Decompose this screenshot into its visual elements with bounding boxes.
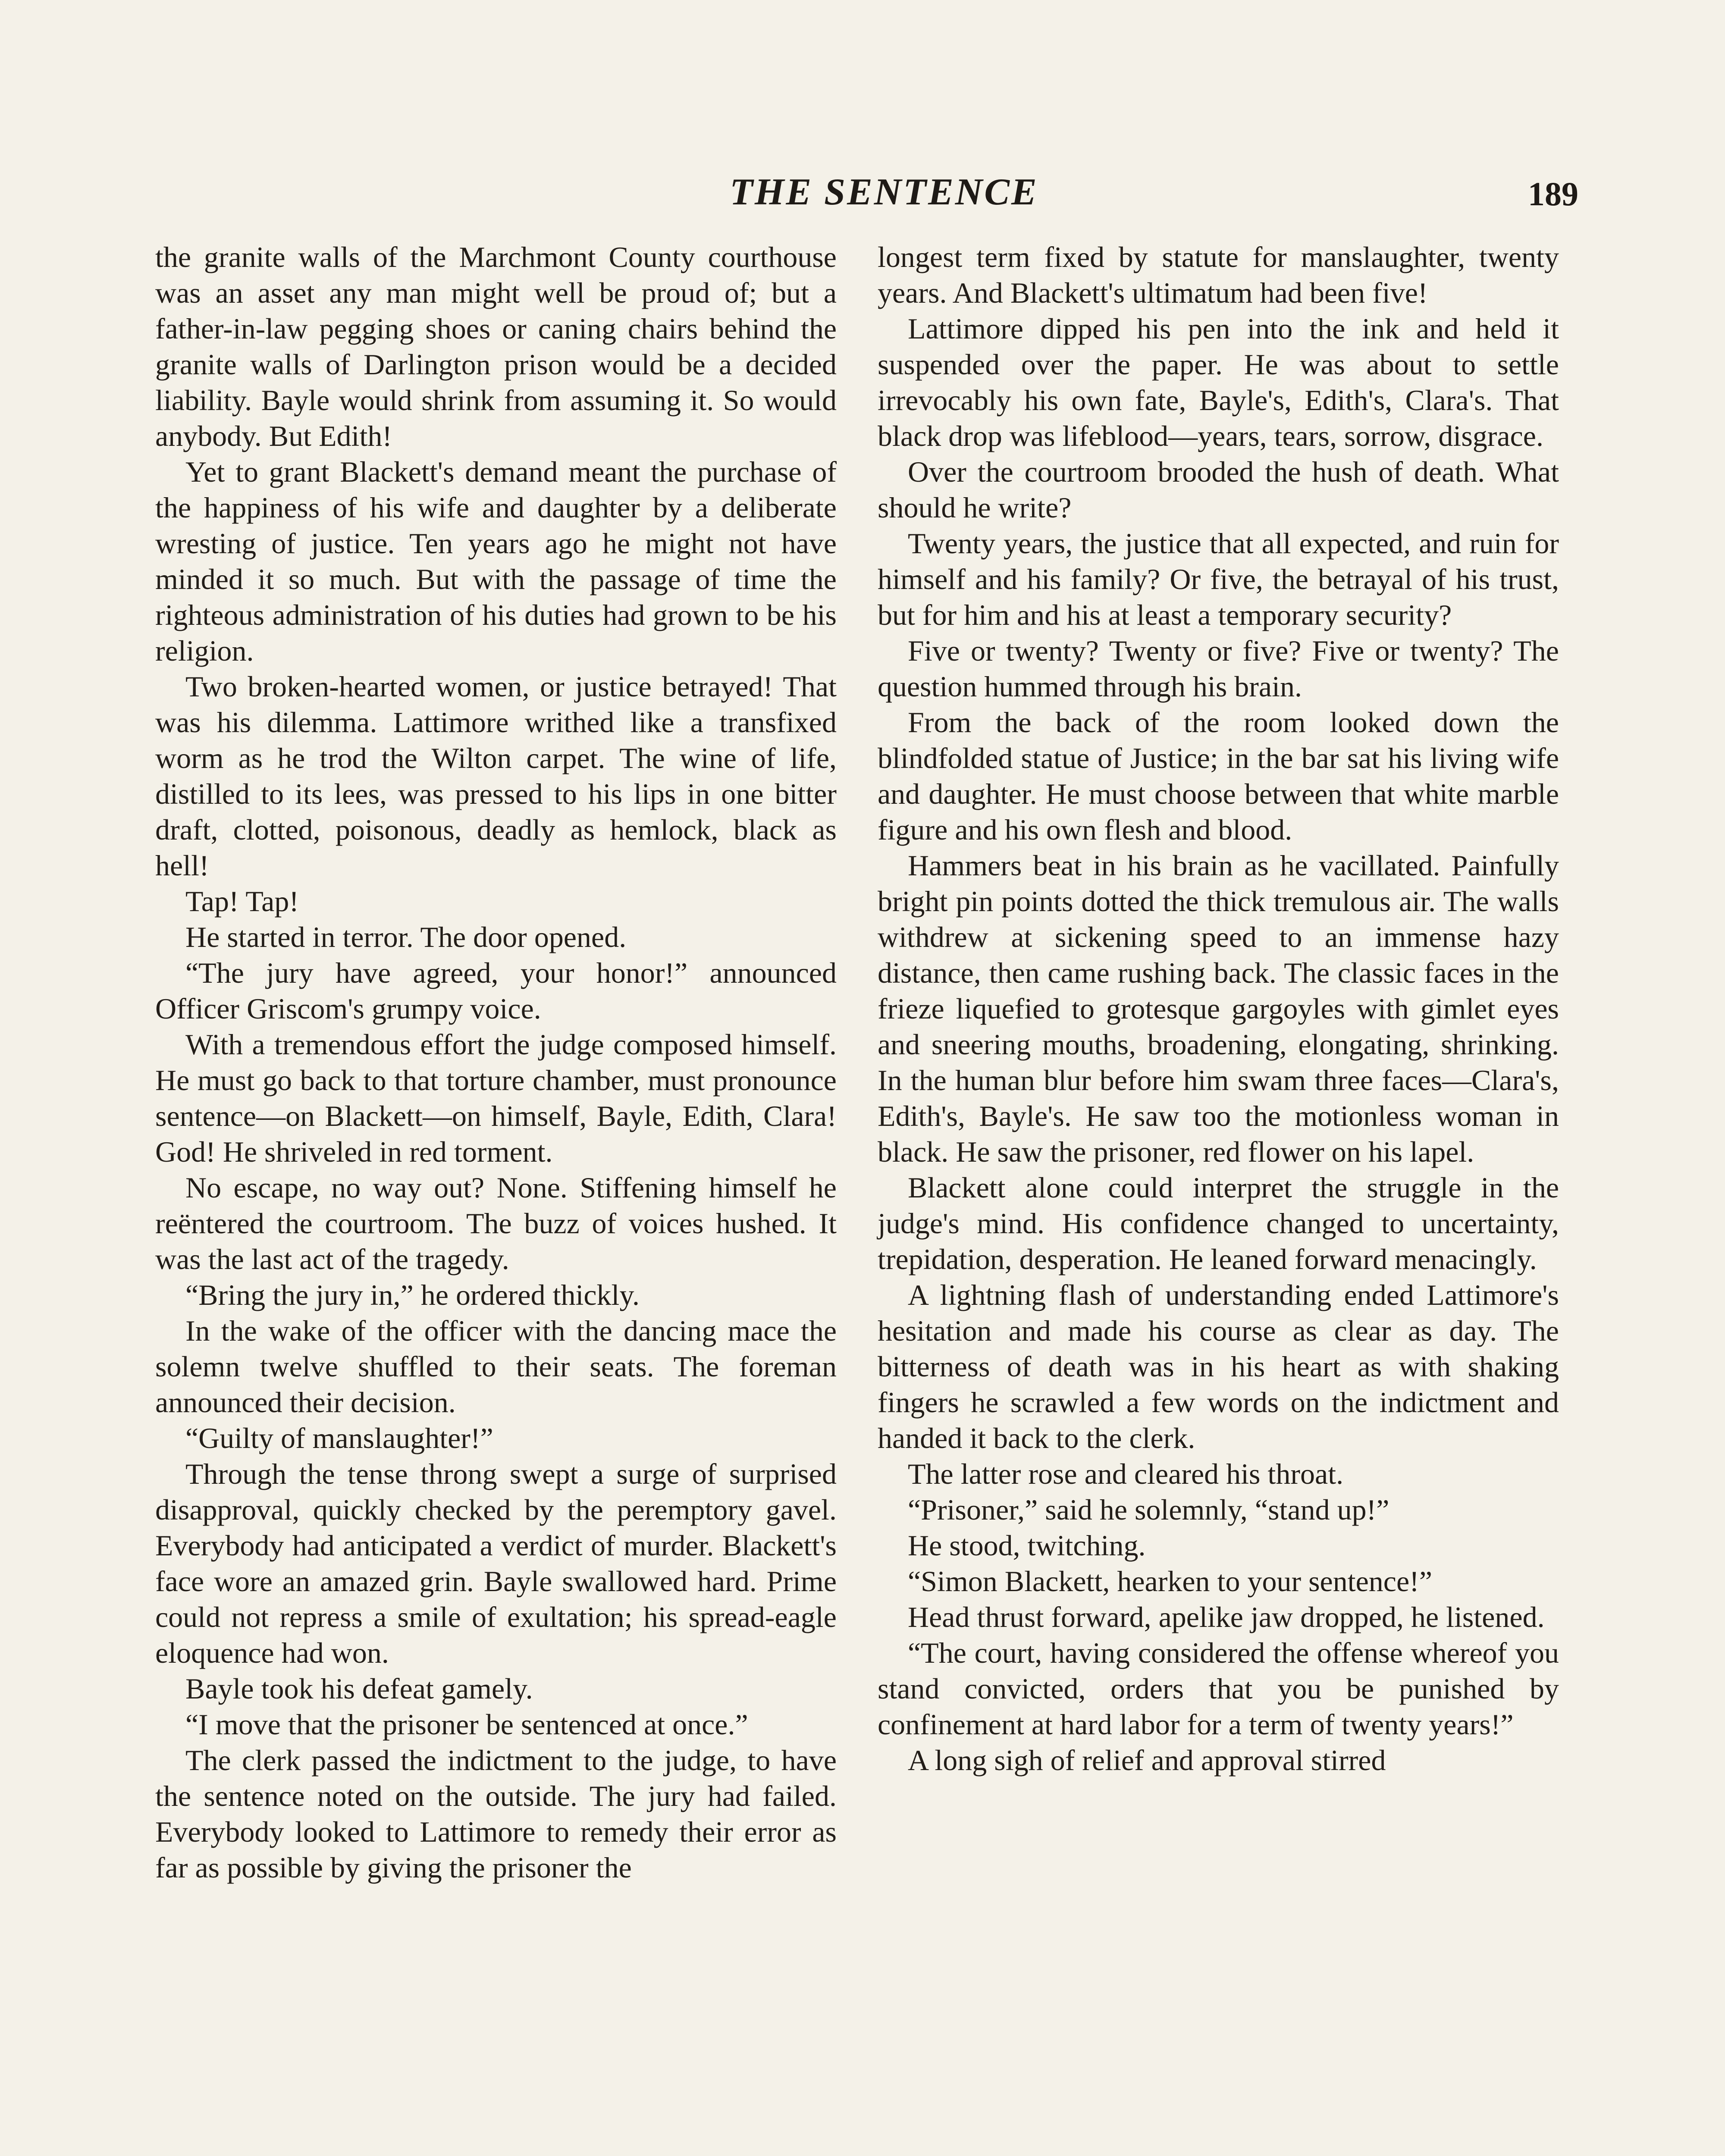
paragraph: In the wake of the officer with the dancing mace the solemn twelve shuffled to their seats. The foreman announced their decision. — [155, 1314, 837, 1419]
paragraph: Hammers beat in his brain as he vacillated. Painfully bright pin points dotted the thick tremulous air. The walls withdrew at sickening speed to an immense hazy distance, then came rushing back. The classic faces in the frieze liquefied to grotesque gargoyles with gimlet eyes and sneering mouths, broadening, elongating, shrinking. In the human blur before him swam three faces—Clara's, Edith's, Bayle's. He saw too the motionless woman in black. He saw the prisoner, red flower on his lapel. — [878, 849, 1559, 1168]
paragraph: “Prisoner,” said he solemnly, “stand up!” — [908, 1493, 1389, 1526]
paragraph: “The jury have agreed, your honor!” announced Officer Griscom's grumpy voice. — [155, 956, 837, 1025]
paragraph: “Guilty of manslaughter!” — [185, 1422, 493, 1454]
paragraph: With a tremendous effort the judge composed himself. He must go back to that torture chamber, must pronounce sentence—on Blackett—on himself, Bayle, Edith, Clara! God! He shriveled in red torment. — [155, 1028, 837, 1168]
paragraph: The latter rose and cleared his throat. — [908, 1457, 1344, 1490]
paragraph: Bayle took his defeat gamely. — [185, 1672, 533, 1705]
paragraph: “I move that the prisoner be sentenced at once.” — [185, 1708, 748, 1741]
paragraph: Tap! Tap! — [185, 885, 299, 918]
paragraph: “Bring the jury in,” he ordered thickly. — [185, 1279, 640, 1311]
paragraph: Blackett alone could interpret the struggle in the judge's mind. His confidence changed to uncertainty, trepidation, desperation. He leaned forward menacingly. — [878, 1171, 1559, 1275]
paragraph: Through the tense throng swept a surge of surprised disapproval, quickly checked by the peremptory gavel. Everybody had anticipated a verdict of murder. Blackett's face wore an amazed grin. Bayle swallowed hard. Prime could not repress a smile of exultation; his spread-eagle eloquence had won. — [155, 1457, 837, 1669]
running-head-title: THE SENTENCE — [730, 171, 1038, 213]
paragraph: the granite walls of the Marchmont County courthouse was an asset any man might well be proud of; but a father-in-law pegging shoes or caning chairs behind the granite walls of Darlington prison would be a decided liability. Bayle would shrink from assuming it. So would anybody. But Edith! — [155, 241, 837, 452]
paragraph: Over the courtroom brooded the hush of death. What should he write? — [878, 455, 1559, 524]
paragraph: Twenty years, the justice that all expected, and ruin for himself and his family? Or five, the betrayal of his trust, but for him and his at least a temporary security? — [878, 527, 1559, 631]
left-column — [155, 239, 837, 1886]
paragraph: He stood, twitching. — [908, 1529, 1146, 1562]
paragraph: A lightning flash of understanding ended Lattimore's hesitation and made his course as clear as day. The bitterness of death was in his heart as with shaking fingers he scrawled a few words on the indictment and handed it back to the clerk. — [878, 1279, 1559, 1454]
paragraph: The clerk passed the indictment to the judge, to have the sentence noted on the outside. The jury had failed. Everybody looked to Lattimore to remedy their error as far as possible by giving the prisoner the — [155, 1744, 837, 1884]
paragraph: Yet to grant Blackett's demand meant the purchase of the happiness of his wife and daughter by a deliberate wresting of justice. Ten years ago he might not have minded it so much. But with the passage of time the righteous administration of his duties had grown to be his religion. — [155, 455, 837, 667]
paragraph: Two broken-hearted women, or justice betrayed! That was his dilemma. Lattimore writhed like a transfixed worm as he trod the Wilton carpet. The wine of life, distilled to its lees, was pressed to his lips in one bitter draft, clotted, poisonous, deadly as hemlock, black as hell! — [155, 670, 837, 882]
page-number: 189 — [1528, 175, 1578, 213]
paragraph: From the back of the room looked down the blindfolded statue of Justice; in the bar sat his living wife and daughter. He must choose between that white marble figure and his own flesh and blood. — [878, 706, 1559, 846]
paragraph: Lattimore dipped his pen into the ink and held it suspended over the paper. He was about to settle irrevocably his own fate, Bayle's, Edith's, Clara's. That black drop was lifeblood—years, tears, sorrow, disgrace. — [878, 312, 1559, 452]
paragraph: He started in terror. The door opened. — [185, 921, 627, 953]
paragraph: longest term fixed by statute for manslaughter, twenty years. And Blackett's ultimatum had been five! — [878, 241, 1559, 309]
right-column — [878, 239, 1559, 1778]
paragraph: Head thrust forward, apelike jaw dropped, he listened. — [908, 1601, 1545, 1633]
paragraph: “The court, having considered the offense whereof you stand convicted, orders that you be punished by confinement at hard labor for a term of twenty years!” — [878, 1636, 1559, 1741]
paragraph: “Simon Blackett, hearken to your sentence!” — [908, 1565, 1432, 1598]
paragraph: A long sigh of relief and approval stirred — [908, 1744, 1386, 1777]
paragraph: No escape, no way out? None. Stiffening himself he reëntered the courtroom. The buzz of voices hushed. It was the last act of the tragedy. — [155, 1171, 837, 1275]
paragraph: Five or twenty? Twenty or five? Five or twenty? The question hummed through his brain. — [878, 634, 1559, 703]
